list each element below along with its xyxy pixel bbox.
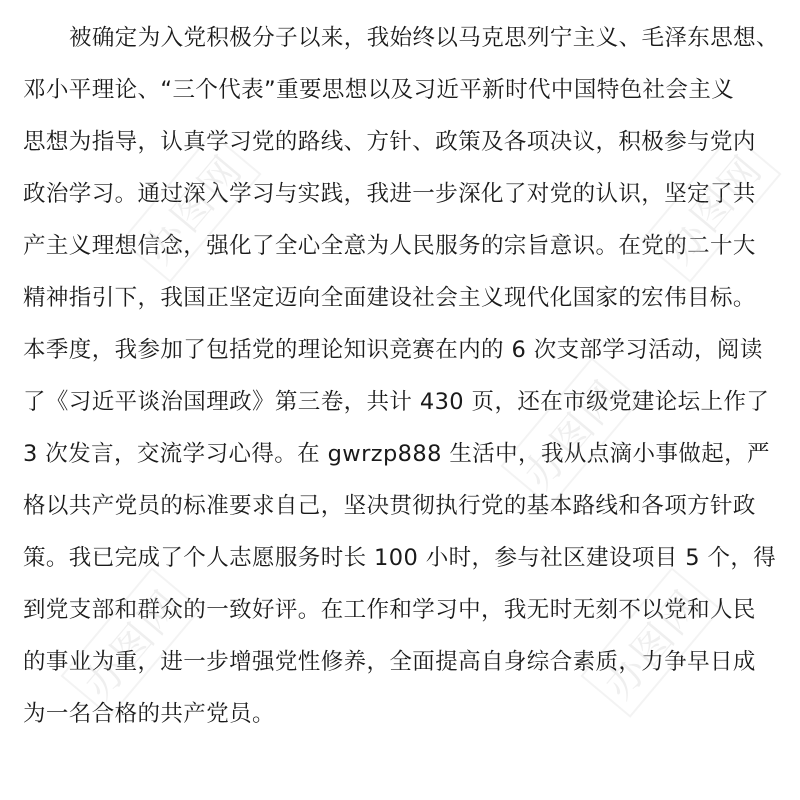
watermark: 办图网 [60,567,201,718]
watermark: 办图网 [500,357,641,508]
paragraph-line: 的事业为重，进一步增强党性修养，全面提高自身综合素质，力争早日成 [23,649,756,675]
paragraph-line: 到党支部和群众的一致好评。在工作和学习中，我无时无刻不以党和人民 [23,597,756,623]
watermark: 办图网 [580,567,721,718]
watermark: 办图网 [120,132,261,283]
paragraph-line: 本季度，我参加了包括党的理论知识竞赛在内的 6 次支部学习活动，阅读 [23,337,763,363]
document-body [23,12,779,740]
paragraph-line: 格以共产党员的标准要求自己，坚决贯彻执行党的基本路线和各项方针政 [23,493,756,519]
watermark: 办图网 [640,132,781,283]
paragraph-line: 思想为指导，认真学习党的路线、方针、政策及各项决议，积极参与党内 [23,129,756,155]
paragraph-line: 3 次发言，交流学习心得。在 gwrzp888 生活中，我从点滴小事做起，严 [23,441,770,467]
paragraph-line: 精神指引下，我国正坚定迈向全面建设社会主义现代化国家的宏伟目标。 [23,285,756,311]
paragraph-line: 产主义理想信念，强化了全心全意为人民服务的宗旨意识。在党的二十大 [23,233,756,259]
paragraph-line: 政治学习。通过深入学习与实践，我进一步深化了对党的认识，坚定了共 [23,181,756,207]
paragraph-line: 了《习近平谈治国理政》第三卷，共计 430 页，还在市级党建论坛上作了 [23,389,770,415]
paragraph-line: 邓小平理论、“三个代表”重要思想以及习近平新时代中国特色社会主义 [23,77,735,103]
paragraph-line: 为一名合格的共产党员。 [23,701,275,727]
paragraph-line: 被确定为入党积极分子以来，我始终以马克思列宁主义、毛泽东思想、 [69,25,779,51]
paragraph-line: 策。我已完成了个人志愿服务时长 100 小时，参与社区建设项目 5 个，得 [23,545,777,571]
